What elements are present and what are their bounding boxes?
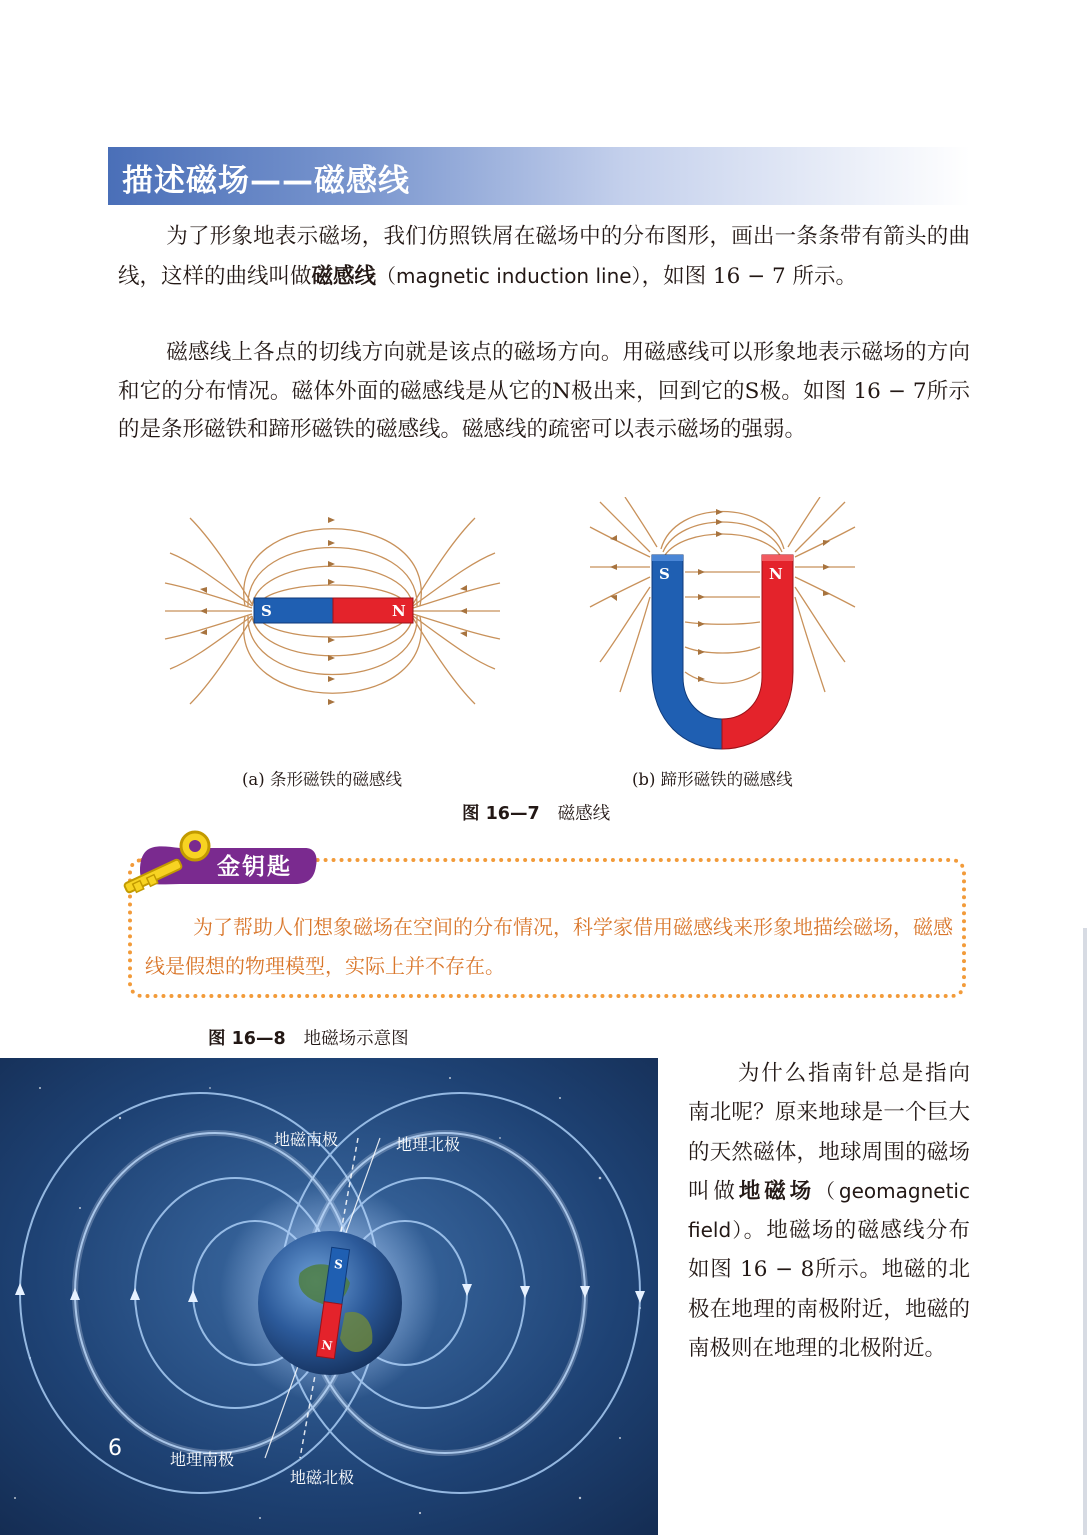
figure-16-7-caption: 图 16—7 磁感线 [462,804,611,824]
term-geomagnetic-field: 地磁场 [738,1178,816,1204]
horseshoe-pole-n: N [769,565,783,583]
bar-magnet-caption: (a) 条形磁铁的磁感线 [242,770,402,789]
figure-16-8-caption: 图 16—8 地磁场示意图 [208,1029,409,1049]
horseshoe-magnet-figure [585,497,860,757]
paragraph-2: 磁感线上各点的切线方向就是该点的磁场方向。用磁感线可以形象地表示磁场的方向和它的分布情况。磁体外面的磁感线是从它的N极出来，回到它的S极。如图 16 − 7所示的是条形磁铁和蹄形磁铁的磁感线。磁感线的疏密可以表示磁场的强弱。 [118,340,970,442]
tip-text: 为了帮助人们想象磁场在空间的分布情况，科学家借用磁感线来形象地描绘磁场，磁感线是假想的物理模型，实际上并不存在。 [145,915,953,978]
bar-pole-s: S [261,602,272,620]
earth-pole-s: S [333,1256,344,1272]
horseshoe-pole-s: S [659,565,670,583]
label-geographic-north: 地理北极 [396,1135,461,1154]
page-number: 6 [108,1436,122,1461]
earth-pole-n: N [320,1337,334,1354]
label-geographic-south: 地理南极 [170,1450,235,1469]
page-edge-bar [1083,928,1087,1535]
bar-magnet-figure [160,498,505,748]
tip-label: 金钥匙 [217,854,292,880]
term-magnetic-induction-line: 磁感线 [311,263,377,289]
section-header [108,147,970,205]
side-paragraph: 为什么指南针总是指向南北呢？原来地球是一个巨大的天然磁体，地球周围的磁场叫做地磁场（geomagnetic field）。地磁场的磁感线分布如图 16 − 8所示。地磁的北极在地理的南极附近，地磁的南极则在地理的北极附近。 [688,1061,970,1362]
label-geomagnetic-south: 地磁南极 [274,1130,339,1149]
paragraph-1: 为了形象地表示磁场，我们仿照铁屑在磁场中的分布图形，画出一条条带有箭头的曲线，这样的曲线叫做磁感线（magnetic induction line），如图 16 − 7 所示。 [118,224,970,289]
section-title: 描述磁场——磁感线 [122,163,410,199]
horseshoe-magnet-caption: (b) 蹄形磁铁的磁感线 [632,770,793,789]
label-geomagnetic-north: 地磁北极 [290,1468,355,1487]
bar-pole-n: N [392,602,406,620]
